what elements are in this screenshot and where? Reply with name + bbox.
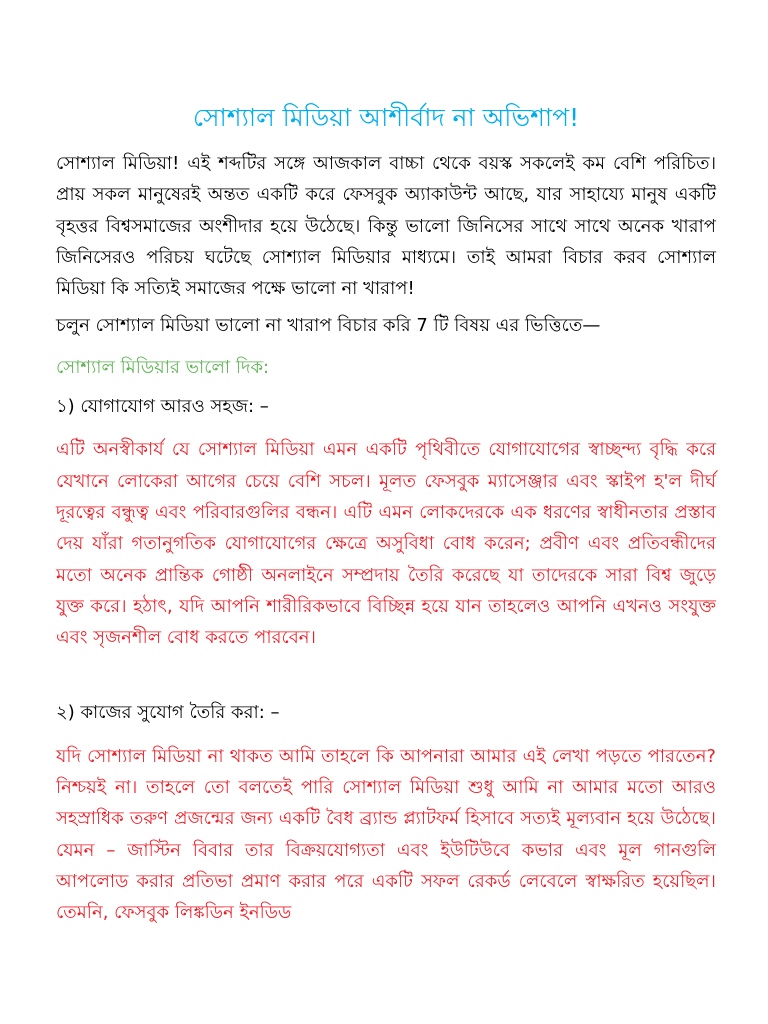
intro-paragraph: সোশ্যাল মিডিয়া! এই শব্দটির সঙ্গে আজকাল বাচ্চা থেকে বয়স্ক সকলেই কম বেশি পরিচিত। প্রায় সকল মানুষেরই অন্তত একটি করে ফেসবুক অ্যাকাউন্ট আছে, যার সাহায্যে মানুষ একটি বৃহত্তর বিশ্বসমাজের অংশীদার হয়ে উঠেছে। কিন্তু ভালো জিনিসের সাথে সাথে অনেক খারাপ জিনিসেরও পরিচয় ঘটেছে সোশ্যাল মিডিয়ার মাধ্যমে। তাই আমরা বিচার করব সোশ্যাল মিডিয়া কি সত্যিই সমাজের পক্ষে ভালো না খারাপ! bbox=[56, 153, 716, 300]
good-side-heading: সোশ্যাল মিডিয়ার ভালো দিক: bbox=[56, 356, 270, 378]
lead-line: চলুন সোশ্যাল মিডিয়া ভালো না খারাপ বিচার করি 7 টি বিষয় এর ভিত্তিতে— bbox=[56, 315, 601, 337]
point-1-heading: ১) যোগাযোগ আরও সহজ: – bbox=[56, 396, 269, 418]
point-2-heading: ২) কাজের সুযোগ তৈরি করা: – bbox=[56, 702, 280, 724]
point-2-paragraph: যদি সোশ্যাল মিডিয়া না থাকত আমি তাহলে কি আপনারা আমার এই লেখা পড়তে পারতেন? নিশ্চয়ই না। তাহলে তো বলতেই পারি সোশ্যাল মিডিয়া শুধু আমি না আমার মতো আরও সহস্রাধিক তরুণ প্রজন্মের জন্য একটি বৈধ ব্র্যান্ড প্ল্যাটফর্ম হিসাবে সত্যই মূল্যবান হয়ে উঠেছে। যেমন – জাস্টিন বিবার তার বিক্রয়যোগ্যতা এবং ইউটিউবে কভার এবং মূল গানগুলি আপলোড করার প্রতিভা প্রমাণ করার পরে একটি সফল রেকর্ড লেবেলে স্বাক্ষরিত হয়েছিল। তেমনি, ফেসবুক লিঙ্কডিন ইনডিড bbox=[56, 745, 716, 924]
document-title: সোশ্যাল মিডিয়া আশীর্বাদ না অভিশাপ! bbox=[192, 103, 580, 132]
point-1-paragraph: এটি অনস্বীকার্য যে সোশ্যাল মিডিয়া এমন একটি পৃথিবীতে যোগাযোগের স্বাচ্ছন্দ্য বৃদ্ধি করে যেখানে লোকেরা আগের চেয়ে বেশি সচল। মূলত ফেসবুক ম্যাসেঞ্জার এবং স্কাইপ হ'ল দীর্ঘ দূরত্বের বন্ধুত্ব এবং পরিবারগুলির বন্ধন। এটি এমন লোকদেরকে এক ধরণের স্বাধীনতার প্রস্তাব দেয় যাঁরা গতানুগতিক যোগাযোগের ক্ষেত্রে অসুবিধা বোধ করেন; প্রবীণ এবং প্রতিবন্ধীদের মতো অনেক প্রান্তিক গোষ্ঠী অনলাইনে সম্প্রদায় তৈরি করেছে যা তাদেরকে সারা বিশ্ব জুড়ে যুক্ত করে। হঠাৎ, যদি আপনি শারীরিকভাবে বিচ্ছিন্ন হয়ে যান তাহলেও আপনি এখনও সংযুক্ত এবং সৃজনশীল বোধ করতে পারবেন। bbox=[56, 439, 716, 649]
